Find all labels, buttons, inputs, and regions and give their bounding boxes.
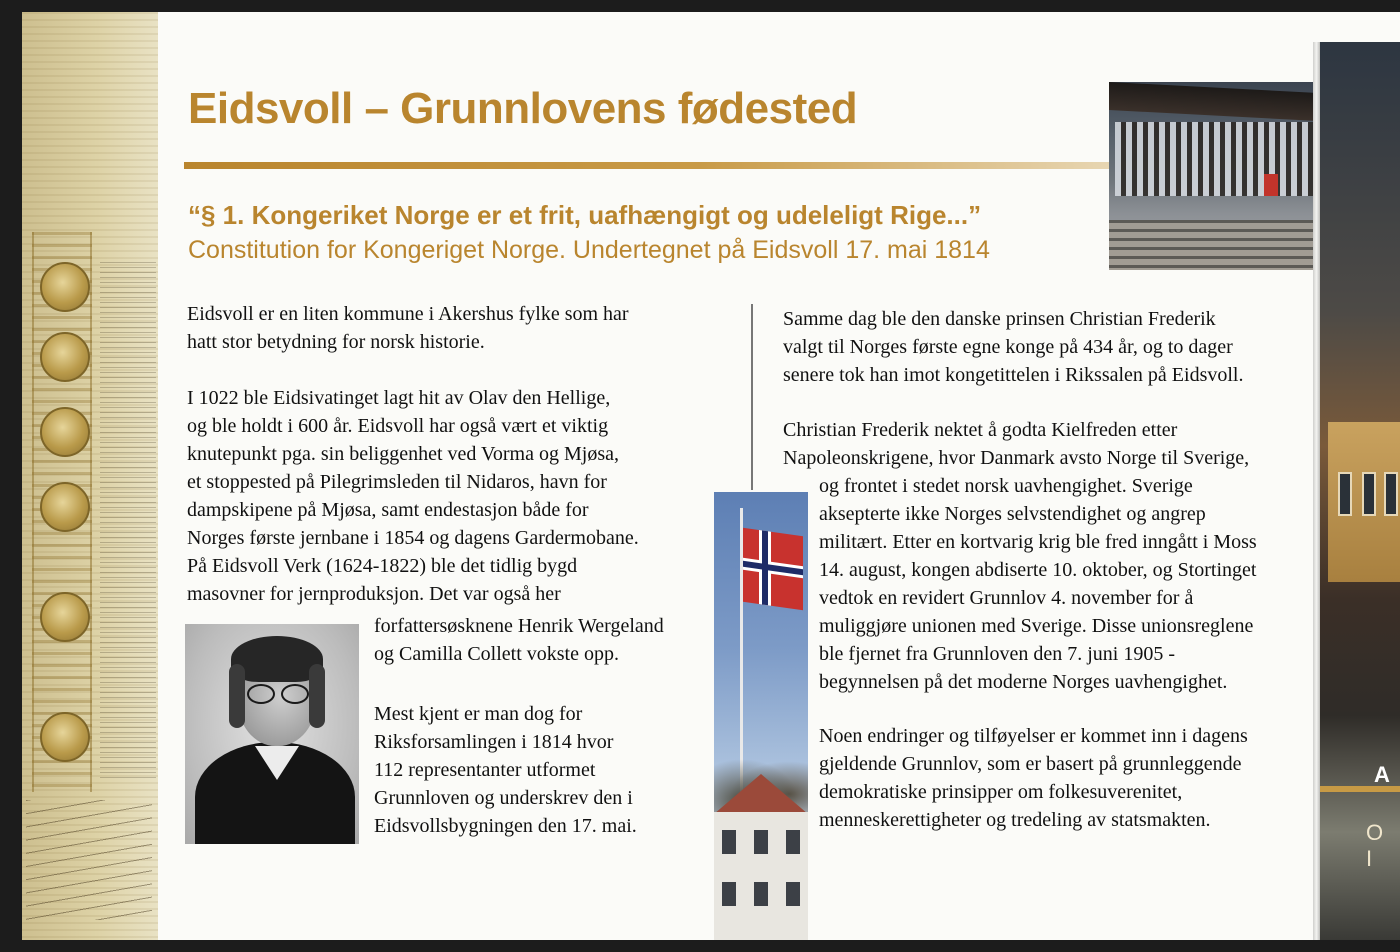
building-window [786, 830, 800, 854]
history-paragraph-continued: forfattersøsknene Henrik Wergeland og Camilla Collett vokste opp. [374, 615, 664, 665]
democracy-paragraph: Noen endringer og tilføyelser er kommet inn i dagens gjeldende Grunnlov, som er basert på grunnleggende demokratiske prinsipper om folkesuverenitet, menneskerettigheter og tredeling av statsmakten. [819, 725, 1248, 831]
next-page-caption: A [1374, 762, 1390, 787]
portrait-medallion [40, 332, 90, 382]
portrait-medallion [40, 262, 90, 312]
norwegian-flag-photo [714, 492, 808, 940]
building-window [722, 882, 736, 906]
lion-emblem [40, 482, 90, 532]
building-window [786, 882, 800, 906]
next-page-edge [1320, 42, 1400, 940]
signatures-texture [26, 800, 152, 920]
building-window [754, 830, 768, 854]
building-window [1362, 472, 1376, 516]
title-underline [184, 162, 1118, 169]
history-paragraph: I 1022 ble Eidsivatinget lagt hit av Olav den Hellige, og ble holdt i 600 år. Eidsvoll har også vært et viktig knutepunkt pga. sin beliggenhet ved Vorma og Mjøsa, et stoppested på Pilegrimsleden til Nidaros, havn for dampskipene på Mjøsa, samt endestasjon både for Norges første jernbane i 1854 og dagens Gardermobane. På Eidsvoll Verk (1624-1822) ble det tidlig bygd masovner for jernproduksjon. Det var også her [187, 387, 639, 605]
building-window [722, 830, 736, 854]
newsprint-texture [100, 262, 156, 782]
next-page-subcaption: O I [1366, 820, 1390, 871]
portrait-sideburn [229, 664, 245, 728]
eidsvoll-building [714, 812, 808, 940]
portrait-medallion [40, 592, 90, 642]
glasses-lens [247, 684, 275, 704]
riksforsamling-paragraph: Mest kjent er man dog for Riksforsamlingen i 1814 hvor 112 representanter utformet Grunnloven og underskrev den i Eidsvollsbygningen den 17. mai. [374, 703, 637, 837]
portrait-medallion [40, 712, 90, 762]
yellow-building [1328, 422, 1400, 582]
station-sign [1264, 174, 1278, 196]
archival-document-strip [22, 12, 158, 940]
page-fold [1313, 42, 1320, 940]
kielfreden-paragraph: Christian Frederik nektet å godta Kielfreden etter Napoleonskrigene, hvor Danmark avsto Norge til Sverige, [783, 419, 1250, 469]
building-window [1338, 472, 1352, 516]
constitution-quote: “§ 1. Kongeriket Norge er et frit, uafhængigt og udeleligt Rige...” [188, 200, 982, 230]
page-title: Eidsvoll – Grunnlovens fødested [188, 84, 858, 133]
building-window [1384, 472, 1398, 516]
booklet-page [22, 12, 1400, 940]
quote-source: Constitution for Kongeriget Norge. Undertegnet på Eidsvoll 17. mai 1814 [188, 236, 990, 264]
portrait-sideburn [309, 664, 325, 728]
portrait-photo [185, 624, 359, 844]
portrait-medallion [40, 407, 90, 457]
king-paragraph: Samme dag ble den danske prinsen Christian Frederik valgt til Norges første egne konge på 434 år, og to dager senere tok han imot kongetittelen i Rikssalen på Eidsvoll. [783, 308, 1244, 386]
building-window [754, 882, 768, 906]
union-paragraph: og frontet i stedet norsk uavhengighet. Sverige aksepterte ikke Norges selvstendighet og angrep militært. Etter en kortvarig krig ble fred inngått i Moss 14. august, kongen abdiserte 10. oktober, og Stortinget vedtok en revidert Grunnlov 4. november for å muliggjøre unionen med Sverige. Disse unionsreglene ble fjernet fra Grunnloven den 7. juni 1905 - begynnelsen på det moderne Norges uavhengighet. [819, 475, 1257, 693]
glasses-lens [281, 684, 309, 704]
column-divider [751, 304, 753, 490]
intro-paragraph: Eidsvoll er en liten kommune i Akershus fylke som har hatt stor betydning for norsk historie. [187, 303, 629, 353]
norwegian-flag [743, 528, 803, 610]
